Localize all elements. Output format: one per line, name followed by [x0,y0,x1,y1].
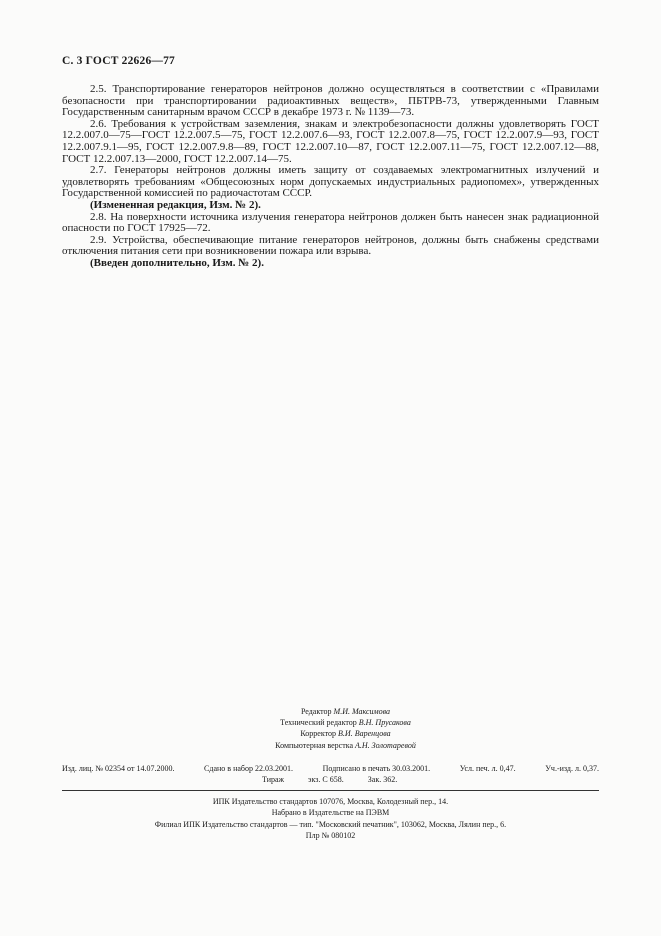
credit-role: Корректор [300,729,337,739]
printer-line: Набрано в Издательстве на ПЭВМ [271,808,390,818]
credit-person: М.И. Максимова [333,707,391,716]
printer-line: ИПК Издательство стандартов 107076, Москва, Колодезный пер., 14. [212,797,449,807]
printer-line: Плр № 080102 [305,830,356,840]
order-number: Зак. 362. [367,775,398,785]
credit-line [62,740,599,751]
print-run: Тираж [262,775,285,785]
clause-2-6: 2.6. Требования к устройствам заземления, знакам и электробезопасности должны удовлетворять ГОСТ 12.2.007.0—75—ГОСТ 12.2.007.5—75, ГОСТ 12.2.007.6—93, ГОСТ 12.2.007.8—75, ГОСТ 12.2.007.9—93, ГОСТ 12.2.007.9.1—95, ГОСТ 12.2.007.9.8—89, ГОСТ 12.2.007.10—87, ГОСТ 12.2.007.11—75, ГОСТ 12.2.007.12—88, ГОСТ 12.2.007.13—2000, ГОСТ 12.2.007.14—75. [62,117,599,165]
credit-role: Компьютерная верстка [275,740,354,750]
page-header: С. 3 ГОСТ 22626—77 [62,55,175,67]
imprint-block [62,706,599,841]
typeset-date: Сдано в набор 22.03.2001. [204,763,293,773]
publication-row [62,774,599,785]
amendment-note: (Измененная редакция, Изм. № 2). [90,198,261,211]
clause-2-7: 2.7. Генераторы нейтронов должны иметь защиту от создаваемых электромагнитных излучений и удовлетворять требованиям «Общесоюзных норм допускаемых индустриальных радиопомех», утвержденных Государственной комиссией по радиочастотам СССР. [62,164,599,200]
divider [62,790,599,791]
amendment-note: (Введен дополнительно, Изм. № 2). [90,256,264,269]
credit-role: Технический редактор [280,718,357,728]
printer-info [62,796,599,841]
credit-person: В.Н. Прусакова [358,718,411,728]
print-sheets: Усл. печ. л. 0,47. [459,763,516,773]
clause-2-5: 2.5. Транспортирование генераторов нейтронов должно осуществляться в соответствии с «Правилами безопасности при транспортировании радиоактивных веществ», ПБТРВ-73, утвержденными Главным Государственным санитарным врачом СССР в декабре 1973 г. № 1139—73. [62,83,599,119]
publication-row [62,763,599,774]
clause-2-8: 2.8. На поверхности источника излучения генератора нейтронов должен быть нанесен знак радиационной опасности по ГОСТ 17925—72. [62,210,599,235]
copies-info: экз. С 658. [308,775,344,785]
credit-line [62,706,599,717]
credit-person: В.И. Варенцова [338,729,391,739]
credit-role: Редактор [300,707,332,716]
document-body [62,84,599,270]
printer-line: Филиал ИПК Издательство стандартов — тип. "Московский печатник", 103062, Москва, Лялин пер., 6. [154,819,507,829]
license-info: Изд. лиц. № 02354 от 14.07.2000. [62,763,175,773]
publication-details [62,763,599,785]
credit-line [62,717,599,728]
credit-line [62,728,599,739]
credits [62,706,599,751]
print-date: Подписано в печать 30.03.2001. [322,763,431,773]
publisher-sheets: Уч.-изд. л. 0,37. [545,763,599,773]
credit-person: А.Н. Золотаревой [355,740,416,750]
clause-2-9: 2.9. Устройства, обеспечивающие питание генераторов нейтронов, должны быть снабжены средствами отключения питания сети при возникновении пожара или взрыва. [62,233,599,258]
